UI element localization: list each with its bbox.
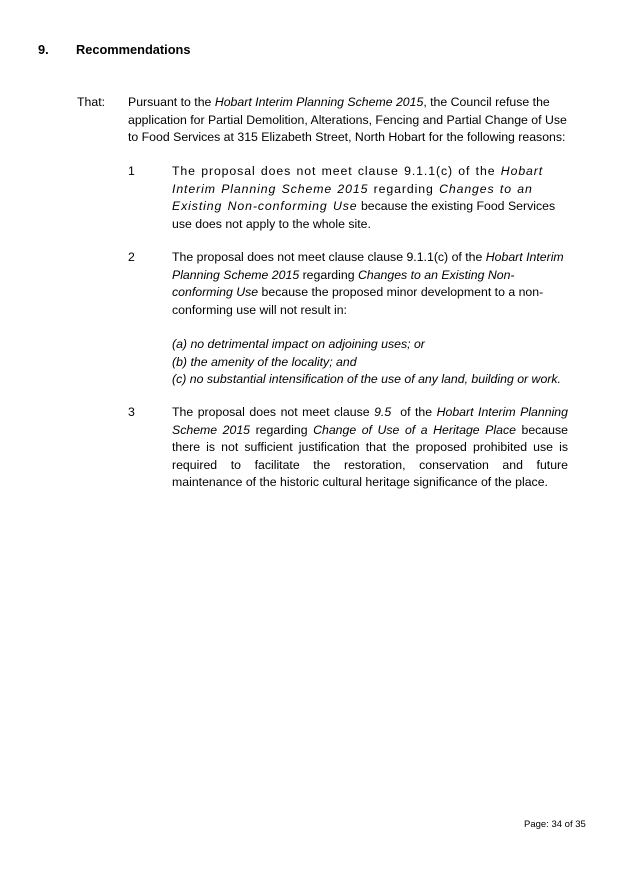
intro-text-2: , the Council refuse the application for Partial Demolition, Alterations, Fencing and Partial Change of Use to Food Services at 315 Elizabeth Street, North Hobart for the following reasons: (128, 95, 567, 144)
criterion-c: (c) no substantial intensification of the use of any land, building or work. (172, 372, 561, 386)
reason-text-part: regarding (368, 181, 440, 196)
reason-text-part: because the existing Food Services use does not apply to the whole site. (172, 199, 556, 231)
criterion-a: (a) no detrimental impact on adjoining uses; or (172, 337, 425, 351)
reason-clause: 9.5 (374, 405, 392, 419)
reason-text-part: The proposal does not meet clause (172, 405, 375, 419)
intro-scheme-name: Hobart Interim Planning Scheme 2015 (214, 95, 424, 109)
reason-text-part: because the proposed minor development to a non-conforming use will not result in: (172, 285, 544, 317)
reason-text (172, 163, 568, 233)
reason-topic: Change of Use of a Heritage Place (313, 422, 516, 437)
reason-scheme-name: Hobart Interim Planning Scheme 2015 (172, 164, 544, 196)
reason-scheme-name: Hobart Interim Planning Scheme 2015 (172, 250, 564, 282)
reason-topic: Changes to an Existing Non-conforming Use (172, 181, 533, 213)
reason-number: 3 (128, 405, 135, 419)
reason-topic: Changes to an Existing Non-conforming Use (172, 267, 515, 299)
section-number: 9. (38, 42, 49, 57)
reason-text-part: because there is not sufficient justification that the proposed prohibited use is required to facilitate the restoration, conservation and future maintenance of the historic cultural heritage significance of the place. (172, 422, 568, 489)
reason-scheme-name: Hobart Interim Planning Scheme 2015 (172, 405, 568, 437)
intro-text-1: Pursuant to the (128, 95, 215, 109)
section-heading (38, 41, 191, 59)
recommendation-intro (128, 94, 568, 147)
reason-number: 1 (128, 164, 135, 178)
section-title: Recommendations (76, 42, 191, 57)
page-number: Page: 34 of 35 (524, 819, 586, 830)
criterion-b: (b) the amenity of the locality; and (172, 354, 357, 369)
that-label: That: (77, 95, 106, 109)
reason-text-part: The proposal does not meet clause 9.1.1(c) of the (172, 164, 501, 178)
reason-text-part: regarding (250, 422, 314, 437)
reason-number: 2 (128, 250, 135, 264)
reason-text (172, 404, 568, 492)
reason-text-part: The proposal does not meet clause clause 9.1.1(c) of the (172, 250, 486, 264)
criteria-list (172, 336, 592, 389)
reason-text-part: regarding (299, 267, 358, 282)
reason-text-part: of the (391, 405, 437, 419)
reason-text (172, 249, 568, 319)
